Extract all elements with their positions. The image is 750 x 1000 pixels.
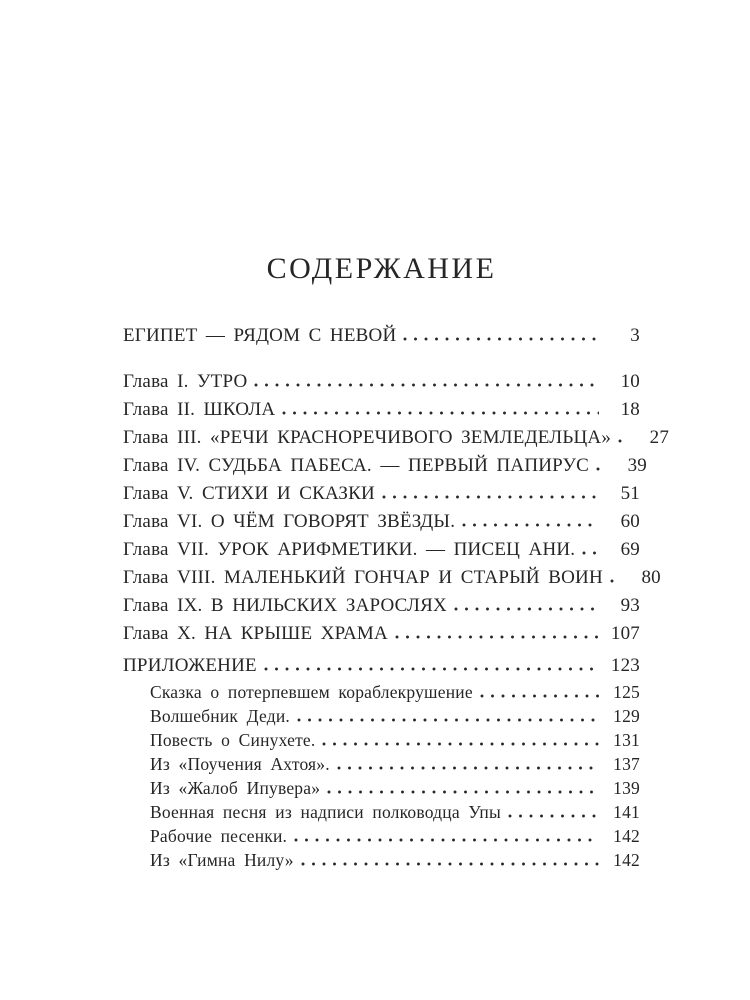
toc-entry-label: ЕГИПЕТ — РЯДОМ С НЕВОЙ <box>123 325 397 346</box>
toc-entry <box>123 424 670 452</box>
dot-leader <box>462 523 599 527</box>
toc-entry-label: Глава V. СТИХИ И СКАЗКИ <box>123 483 375 504</box>
toc-entry-label: Из «Гимна Нилу» <box>150 850 294 870</box>
toc-entry-page: 139 <box>613 778 640 798</box>
toc-entry <box>123 620 640 648</box>
toc-entry-label: Военная песня из надписи полководца Упы <box>150 802 501 822</box>
dot-leader <box>322 742 599 746</box>
toc-entry-label: Глава VIII. МАЛЕНЬКИЙ ГОНЧАР И СТАРЫЙ ВОИН <box>123 567 603 588</box>
toc-entry <box>123 680 640 704</box>
toc-entry-label: Сказка о потерпевшем кораблекрушение <box>150 682 473 702</box>
dot-leader <box>297 718 599 722</box>
toc-entry-page: 93 <box>620 595 640 616</box>
toc-entry-label: Рабочие песенки. <box>150 826 288 846</box>
toc-entry-page: 60 <box>620 511 640 532</box>
dot-leader <box>264 667 599 671</box>
toc-entry-label: Волшебник Деди. <box>150 706 291 726</box>
toc-entry <box>123 536 640 564</box>
toc-entry-page: 27 <box>649 427 670 448</box>
toc-entry-page: 39 <box>627 455 647 476</box>
toc-entry <box>123 480 640 508</box>
toc-entry <box>123 452 647 480</box>
toc-entry-label: Глава III. «РЕЧИ КРАСНОРЕЧИВОГО ЗЕМЛЕДЕЛЬЦА» <box>123 427 612 448</box>
toc-entry <box>123 396 640 424</box>
toc-entry-page: 141 <box>613 802 640 822</box>
dot-leader <box>337 766 599 770</box>
toc-entry-page: 142 <box>613 826 640 846</box>
toc-entry-page: 80 <box>641 567 661 588</box>
dot-leader <box>395 635 599 639</box>
toc-entry <box>123 564 661 592</box>
dot-leader <box>508 814 599 818</box>
toc-entry <box>123 592 640 620</box>
dot-leader <box>480 694 599 698</box>
toc-entry-label: Из «Поучения Ахтоя». <box>150 754 330 774</box>
toc-list <box>123 322 670 872</box>
toc-entry-page: 142 <box>613 850 640 870</box>
toc-entry-page: 125 <box>613 682 640 702</box>
toc-entry <box>123 824 640 848</box>
dot-leader <box>294 838 599 842</box>
toc-entry-label: Глава I. УТРО <box>123 371 248 392</box>
toc-entry-label: Из «Жалоб Ипувера» <box>150 778 321 798</box>
toc-entry <box>123 848 640 872</box>
dot-leader <box>596 467 606 471</box>
dot-leader <box>454 607 599 611</box>
toc-entry <box>123 800 640 824</box>
toc-entry <box>123 508 640 536</box>
toc-entry <box>123 368 640 396</box>
page-title: СОДЕРЖАНИЕ <box>266 252 497 285</box>
toc-entry-page: 123 <box>610 655 640 676</box>
toc-entry-label: Глава II. ШКОЛА <box>123 399 276 420</box>
toc-entry-page: 51 <box>620 483 640 504</box>
toc-entry-page: 137 <box>613 754 640 774</box>
dot-leader <box>582 551 599 555</box>
toc-entry <box>123 652 640 680</box>
toc-entry-label: ПРИЛОЖЕНИЕ <box>123 655 257 676</box>
toc-entry-page: 69 <box>620 539 640 560</box>
dot-leader <box>618 439 628 443</box>
toc-entry-page: 129 <box>613 706 640 726</box>
toc-entry-label: Глава IV. СУДЬБА ПАБЕСА. — ПЕРВЫЙ ПАПИРУС <box>123 455 589 476</box>
toc-entry-label: Глава VI. О ЧЁМ ГОВОРЯТ ЗВЁЗДЫ. <box>123 511 456 532</box>
dot-leader <box>610 579 620 583</box>
toc-entry-page: 3 <box>630 325 640 346</box>
toc-entry <box>123 752 640 776</box>
dot-leader <box>327 790 599 794</box>
toc-entry-label: Глава X. НА КРЫШЕ ХРАМА <box>123 623 388 644</box>
dot-leader <box>254 383 599 387</box>
toc-entry-label: Повесть о Синухете. <box>150 730 316 750</box>
toc-entry <box>123 322 640 350</box>
toc-entry-page: 18 <box>620 399 640 420</box>
toc-entry <box>123 704 640 728</box>
toc-entry-page: 131 <box>613 730 640 750</box>
toc-entry-page: 107 <box>610 623 640 644</box>
toc-entry <box>123 776 640 800</box>
toc-entry-label: Глава VII. УРОК АРИФМЕТИКИ. — ПИСЕЦ АНИ. <box>123 539 576 560</box>
dot-leader <box>403 337 599 341</box>
toc-entry <box>123 728 640 752</box>
dot-leader <box>382 495 599 499</box>
dot-leader <box>301 862 599 866</box>
toc-entry-page: 10 <box>620 371 640 392</box>
toc-entry-label: Глава IX. В НИЛЬСКИХ ЗАРОСЛЯХ <box>123 595 447 616</box>
dot-leader <box>282 411 599 415</box>
